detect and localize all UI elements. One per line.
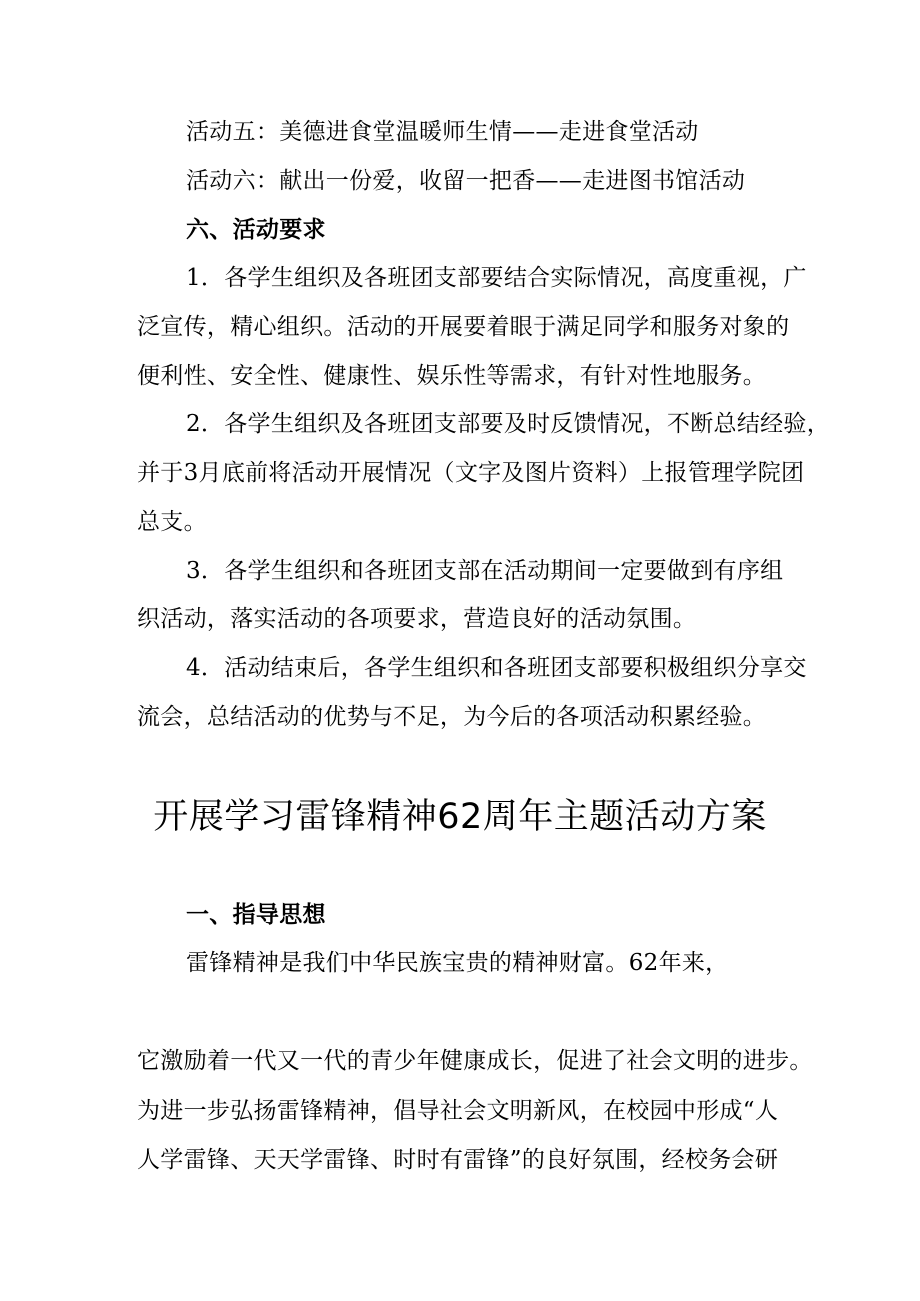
requirement-4-line-2: 流会，总结活动的优势与不足，为今后的各项活动积累经验。 [137,704,767,730]
requirement-2-line-2: 并于3月底前将活动开展情况（文字及图片资料）上报管理学院团 [137,460,805,486]
requirement-1-line-1: 1．各学生组织及各班团支部要结合实际情况，高度重视，广 [186,265,807,291]
activity-five: 活动五：美德进食堂温暖师生情——走进食堂活动 [186,119,699,145]
guiding-paragraph-line-2: 它激励着一代又一代的青少年健康成长，促进了社会文明的进步。 [137,1048,813,1074]
requirement-4-line-1: 4．活动结束后，各学生组织和各班团支部要积极组织分享交 [186,655,807,681]
requirement-2-line-1: 2．各学生组织及各班团支部要及时反馈情况，不断总结经验， [186,411,831,437]
guiding-paragraph-line-1: 雷锋精神是我们中华民族宝贵的精神财富。62年来， [186,950,729,976]
requirement-3-line-1: 3．各学生组织和各班团支部在活动期间一定要做到有序组 [186,558,784,584]
guiding-paragraph-line-4: 人学雷锋、天天学雷锋、时时有雷锋”的良好氛围，经校务会研 [137,1147,779,1173]
requirement-1-line-3: 便利性、安全性、健康性、娱乐性等需求，有针对性地服务。 [137,363,767,389]
guiding-paragraph-line-3: 为进一步弘扬雷锋精神，倡导社会文明新风，在校园中形成“人 [137,1098,779,1124]
document-title: 开展学习雷锋精神62周年主题活动方案 [153,797,767,837]
requirement-2-line-3: 总支。 [137,509,207,535]
section-heading-requirements: 六、活动要求 [186,217,326,243]
requirement-1-line-2: 泛宣传，精心组织。活动的开展要着眼于满足同学和服务对象的 [137,314,790,340]
activity-six: 活动六：献出一份爱，收留一把香——走进图书馆活动 [186,168,746,194]
requirement-3-line-2: 织活动，落实活动的各项要求，营造良好的活动氛围。 [137,606,697,632]
section-heading-guiding-ideology: 一、指导思想 [186,902,326,928]
